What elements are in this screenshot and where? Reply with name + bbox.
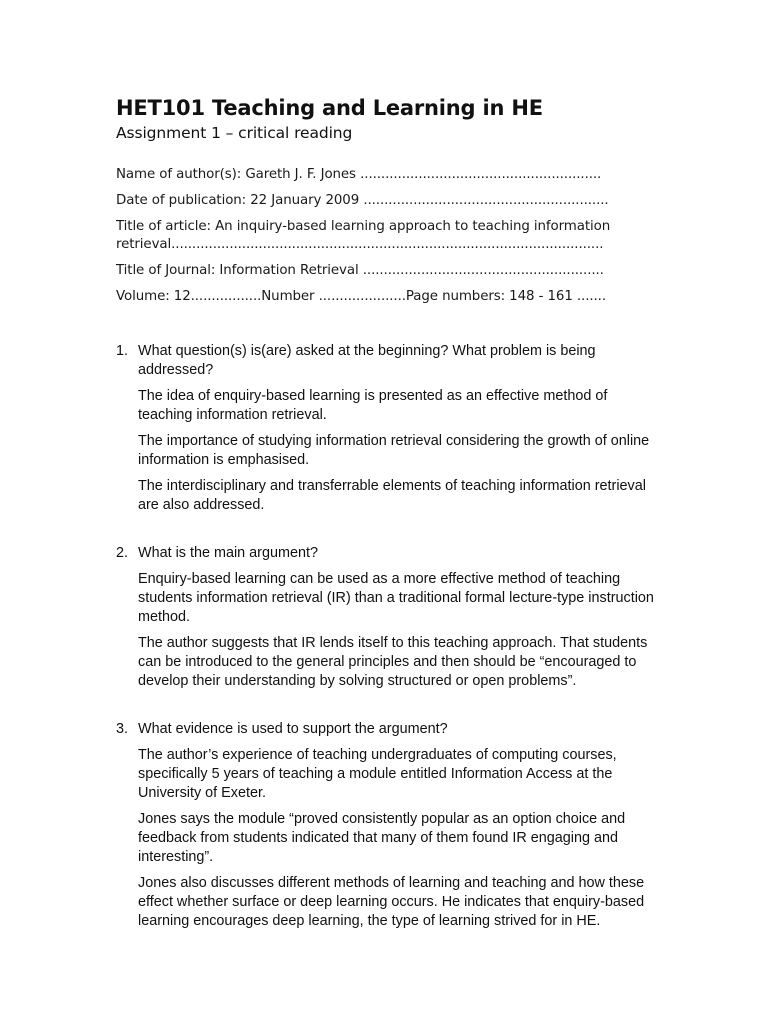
question-3 — [116, 720, 656, 931]
answer-paragraph: Jones says the module “proved consistently popular as an option choice and feedback from students indicated that many of them found IR engaging and interesting”. — [138, 811, 626, 865]
question-number: 2. — [116, 545, 129, 561]
volume-line: Volume: 12.................Number .....................Page numbers: 148 - 161 ....... — [116, 289, 606, 304]
author-text: Name of author(s): Gareth J. F. Jones — [116, 167, 356, 182]
answer-paragraph: The interdisciplinary and transferrable elements of teaching information retrieval are also addressed. — [138, 478, 646, 513]
article-metadata — [116, 166, 656, 306]
question-number: 3. — [116, 721, 129, 737]
question-1 — [116, 342, 656, 515]
document-title: HET101 Teaching and Learning in HE — [116, 96, 543, 120]
answer-paragraph: The author’s experience of teaching undergraduates of computing courses, specifically 5 years of teaching a module entitled Information Access at the University of Exeter. — [138, 747, 617, 801]
question-2 — [116, 544, 656, 691]
answer-paragraph: Jones also discusses different methods of learning and teaching and how these effect whether surface or deep learning occurs. He indicates that enquiry-based learning encourages deep learning, the type of learning strived for in HE. — [138, 875, 645, 929]
date-text: Date of publication: 22 January 2009 — [116, 193, 360, 208]
question-text: What question(s) is(are) asked at the beginning? What problem is being addressed? — [138, 343, 596, 378]
author-line — [116, 166, 656, 184]
article-title-text-2: retrieval — [116, 237, 172, 252]
article-title-dots: ........................................................................................................ — [171, 237, 604, 252]
question-number: 1. — [116, 343, 129, 359]
spacer — [116, 522, 656, 544]
question-text: What evidence is used to support the argument? — [138, 721, 448, 737]
journal-text: Title of Journal: Information Retrieval — [116, 263, 359, 278]
spacer — [116, 698, 656, 720]
author-dots: .......................................................... — [360, 167, 602, 182]
date-line — [116, 192, 656, 210]
document-page — [116, 94, 656, 938]
document-subtitle: Assignment 1 – critical reading — [116, 124, 353, 142]
journal-line — [116, 262, 656, 280]
article-title-text-1: Title of article: An inquiry-based learning approach to teaching information — [116, 219, 611, 234]
answer-paragraph: The idea of enquiry-based learning is presented as an effective method of teaching information retrieval. — [138, 388, 608, 423]
answer-paragraph: Enquiry-based learning can be used as a more effective method of teaching students information retrieval (IR) than a traditional formal lecture-type instruction method. — [138, 571, 654, 625]
journal-dots: .......................................................... — [362, 263, 604, 278]
answer-paragraph: The author suggests that IR lends itself to this teaching approach. That students can be introduced to the general principles and then should be “encouraged to develop their understanding by solving structured or open problems”. — [138, 635, 648, 689]
article-title-line — [116, 218, 656, 254]
question-text: What is the main argument? — [138, 545, 318, 561]
answer-paragraph: The importance of studying information retrieval considering the growth of online information is emphasised. — [138, 433, 650, 468]
question-list — [116, 342, 656, 931]
date-dots: ........................................................... — [363, 193, 609, 208]
